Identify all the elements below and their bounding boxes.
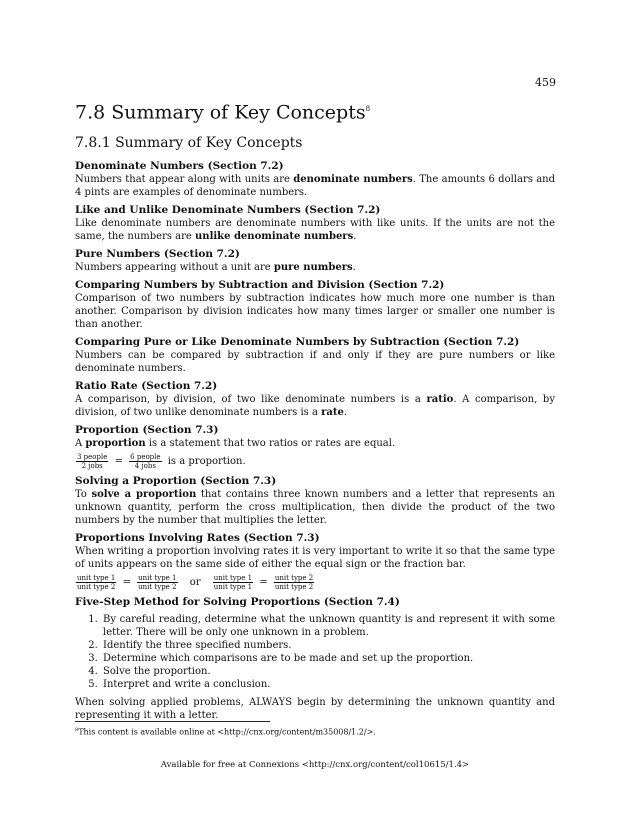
page-number: 459 xyxy=(535,76,556,89)
section-body: Numbers that appear along with units are denominate numbers. The amounts 6 dollars and 4 pints are examples of denominate numbers. xyxy=(75,174,556,199)
section-body: A proportion is a statement that two ratios or rates are equal. xyxy=(75,438,396,450)
proportion-example: $\frac{\text{3 people}}{\text{2 jobs}}$ = $\frac{\text{6 people}}{\text{4 jobs}}$ is a proportion. xyxy=(77,453,246,471)
section-title: Five-Step Method for Solving Proportions (Section 7.4) xyxy=(75,596,400,609)
section-body: Numbers appearing without a unit are pure numbers. xyxy=(75,262,356,274)
section-proportions-rates xyxy=(75,532,555,591)
footnote xyxy=(75,721,555,738)
section-proportion xyxy=(75,424,555,470)
section-ratio-rate xyxy=(75,380,555,419)
section-body: When writing a proportion involving rates it is very important to write it so that the same type of units appears on the same side of either the equal sign or the fraction bar. xyxy=(75,546,555,571)
list-item: 5. Interpret and write a conclusion. xyxy=(101,678,555,691)
title-footnote-mark[interactable]: 8 xyxy=(365,105,371,113)
section-body: A comparison, by division, of two like denominate numbers is a ratio. A comparison, by division, of two unlike denominate numbers is a rate. xyxy=(75,394,555,419)
section-body: Comparison of two numbers by subtraction indicates how much more one number is than another. Comparison by division indicates how many times larger or smaller one number is than another. xyxy=(75,293,555,331)
page-footer[interactable]: Available for free at Connexions <http://cnx.org/content/col10615/1.4> xyxy=(160,760,470,770)
section-title: Like and Unlike Denominate Numbers (Section 7.2) xyxy=(75,204,381,217)
section-comparing xyxy=(75,279,555,331)
fraction: $\frac{\text{3 people}}{\text{2 jobs}}$ xyxy=(77,453,108,471)
section-title: Comparing Numbers by Subtraction and Division (Section 7.2) xyxy=(75,279,445,292)
list-item: 3. Determine which comparisons are to be made and set up the proportion. xyxy=(101,652,555,665)
section-title: Proportions Involving Rates (Section 7.3) xyxy=(75,532,320,545)
section-body: Numbers can be compared by subtraction if and only if they are pure numbers or like denominate numbers. xyxy=(75,350,555,375)
list-item: 4. Solve the proportion. xyxy=(101,665,555,678)
section-body: To solve a proportion that contains three known numbers and a letter that represents an unknown quantity, perform the cross multiplication, then divide the product of the two numbers by the number that multiplies the letter. xyxy=(75,489,555,527)
footnote-text[interactable]: This content is available online at <http://cnx.org/content/m35008/1.2/>. xyxy=(78,727,376,737)
list-item: 1. By careful reading, determine what the unknown quantity is and represent it with some letter. There will be only one unknown in a problem. xyxy=(101,613,555,639)
main-content xyxy=(75,97,555,727)
fraction: $\frac{\text{unit type 1}}{\text{unit type 1}}$ xyxy=(213,574,253,592)
section-like-unlike xyxy=(75,204,555,243)
section-title: Proportion (Section 7.3) xyxy=(75,424,219,437)
section-body: Like denominate numbers are denominate numbers with like units. If the units are not the same, the numbers are unlike denominate numbers. xyxy=(75,218,555,243)
steps-list xyxy=(75,613,555,691)
section-title: Denominate Numbers (Section 7.2) xyxy=(75,160,284,173)
fraction: $\frac{\text{unit type 2}}{\text{unit type 2}}$ xyxy=(274,574,314,592)
section-subtitle: 7.8.1 Summary of Key Concepts xyxy=(75,135,303,152)
list-item: 2. Identify the three specified numbers. xyxy=(101,639,555,652)
section-title: Comparing Pure or Like Denominate Numbers by Subtraction (Section 7.2) xyxy=(75,336,520,349)
fraction: $\frac{\text{unit type 1}}{\text{unit type 2}}$ xyxy=(138,574,177,592)
section-title: Ratio Rate (Section 7.2) xyxy=(75,380,218,393)
footnote-mark: 8 xyxy=(75,727,79,733)
section-title: Solving a Proportion (Section 7.3) xyxy=(75,475,277,488)
section-title: Pure Numbers (Section 7.2) xyxy=(75,248,240,261)
fraction: $\frac{\text{unit type 1}}{\text{unit type 2}}$ xyxy=(77,574,116,592)
section-solving-proportion xyxy=(75,475,555,527)
section-comparing-pure xyxy=(75,336,555,375)
closing-paragraph: When solving applied problems, ALWAYS begin by determining the unknown quantity and representing it with a letter. xyxy=(75,697,555,722)
section-pure-numbers xyxy=(75,248,555,274)
fraction: $\frac{\text{6 people}}{\text{4 jobs}}$ xyxy=(130,453,161,471)
section-denominate-numbers xyxy=(75,160,555,199)
page-title: 7.8 Summary of Key Concepts$^8$ xyxy=(75,101,371,124)
footnote-divider xyxy=(75,721,270,722)
section-five-step xyxy=(75,596,555,722)
rates-formula: $\frac{\text{unit type 1}}{\text{unit type 2}}$ = $\frac{\text{unit type 1}}{\text{unit type 2}}$ or $\frac{\text{unit type 1}}{\text{unit type 1}}$ = $\frac{\text{unit type 2}}{\text{unit type 2}}$ xyxy=(77,574,314,592)
